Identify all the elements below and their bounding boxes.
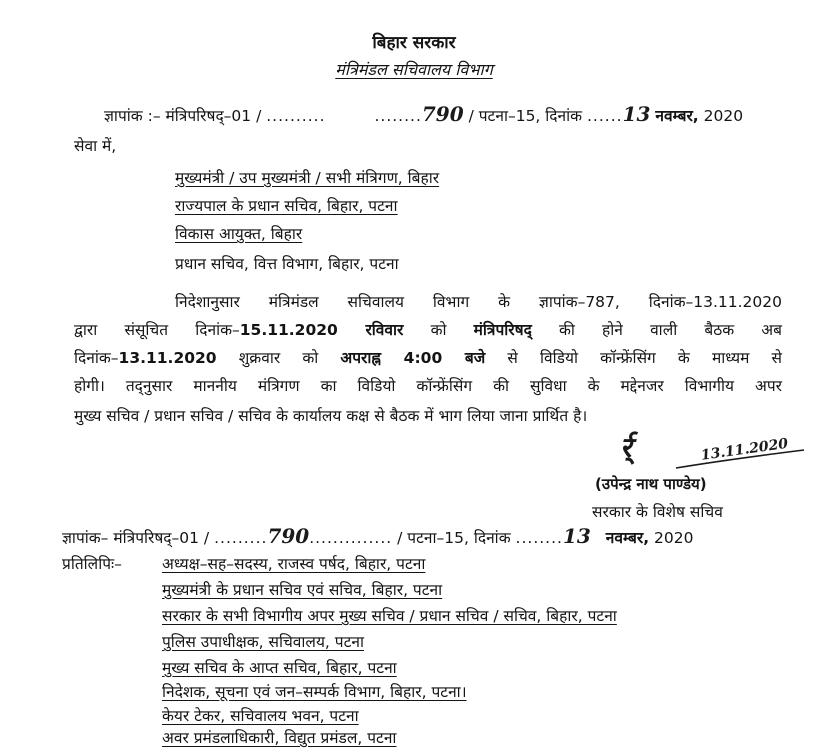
- memo-dots: ..............: [309, 529, 393, 547]
- memo-number: 790: [267, 524, 310, 548]
- meeting-new-date: 13.11.2020: [118, 349, 217, 367]
- copy-recipient: केयर टेकर, सचिवालय भवन, पटना: [162, 707, 359, 725]
- memo-place: / पटना–15, दिनांक: [468, 107, 583, 125]
- copy-recipient: अध्यक्ष–सह–सदस्य, राजस्व पर्षद, बिहार, पटना: [162, 555, 426, 573]
- memo-date-dots: ........: [515, 529, 563, 547]
- body-line: [74, 346, 782, 368]
- council-name: मंत्रिपरिषद्: [473, 321, 532, 339]
- body-text: को: [403, 321, 474, 339]
- memo-line-2: [62, 524, 693, 548]
- memo-month: नवम्बर,: [605, 529, 650, 547]
- recipient-item: मुख्यमंत्री / उप मुख्यमंत्री / सभी मंत्रिगण, बिहार: [175, 169, 440, 187]
- body-line: निदेशानुसार मंत्रिमंडल सचिवालय विभाग के ज्ञापांक–787, दिनांक–13.11.2020: [175, 293, 782, 311]
- memo-date-dots: ......: [587, 107, 623, 125]
- body-text: से विडियो कॉन्फ्रेंसिंग के माध्यम से: [485, 349, 782, 367]
- recipient-item: प्रधान सचिव, वित्त विभाग, बिहार, पटना: [175, 255, 399, 273]
- memo-number: 790: [421, 102, 464, 126]
- body-text: शुक्रवार को: [216, 349, 341, 367]
- copy-label: प्रतिलिपिः–: [62, 555, 122, 573]
- memo-place: / पटना–15, दिनांक: [397, 529, 511, 547]
- copy-recipient: निदेशक, सूचना एवं जन–सम्पर्क विभाग, बिहार, पटना।: [162, 683, 467, 701]
- body-text: दिनांक–: [74, 349, 119, 367]
- recipient-item: विकास आयुक्त, बिहार: [175, 225, 303, 243]
- department-title: मंत्रिमंडल सचिवालय विभाग: [335, 60, 493, 79]
- memo-year: 2020: [654, 529, 694, 547]
- government-title: बिहार सरकार: [372, 33, 456, 53]
- copy-recipient: पुलिस उपाधीक्षक, सचिवालय, पटना: [162, 633, 365, 651]
- memo-label: ज्ञापांक :– मंत्रिपरिषद्–01 /: [104, 107, 262, 125]
- memo-year: 2020: [703, 107, 744, 125]
- signature-initials: र्र्: [620, 431, 632, 464]
- copy-recipient: मुख्य सचिव के आप्त सचिव, बिहार, पटना: [162, 659, 397, 677]
- signatory-name: (उपेन्द्र नाथ पाण्डेय): [595, 475, 707, 493]
- body-line: होगी। तद्नुसार माननीय मंत्रिगण का विडियो कॉन्फ्रेंसिंग की सुविधा के मद्देनजर विभागीय अपर: [74, 377, 782, 395]
- copy-recipient: मुख्यमंत्री के प्रधान सचिव एवं सचिव, बिहार, पटना: [162, 581, 443, 599]
- body-line: मुख्य सचिव / प्रधान सचिव / सचिव के कार्यालय कक्ष से बैठक में भाग लिया जाना प्रार्थित है।: [74, 407, 588, 425]
- signature-date: 13.11.2020: [700, 435, 790, 464]
- memo-line-1: [104, 102, 743, 126]
- salutation: सेवा में,: [74, 137, 117, 155]
- meeting-old-date: 15.11.2020 रविवार: [239, 321, 404, 339]
- signatory-designation: सरकार के विशेष सचिव: [592, 503, 723, 521]
- meeting-time: अपराह्न 4:00 बजे: [340, 349, 486, 367]
- memo-dots: ..........: [266, 107, 326, 125]
- body-text: द्वारा संसूचित दिनांक–: [74, 321, 240, 339]
- memo-month: नवम्बर,: [655, 107, 699, 125]
- memo-dots: ........: [374, 107, 422, 125]
- recipient-item: राज्यपाल के प्रधान सचिव, बिहार, पटना: [175, 197, 398, 215]
- memo-date-day: 13: [622, 102, 651, 126]
- body-text: की होने वाली बैठक अब: [531, 321, 782, 339]
- memo-label: ज्ञापांक– मंत्रिपरिषद्–01 /: [62, 529, 210, 547]
- copy-recipient: अवर प्रमंडलाधिकारी, विद्युत प्रमंडल, पटना: [162, 729, 397, 747]
- body-line: [74, 318, 782, 340]
- copy-recipient: सरकार के सभी विभागीय अपर मुख्य सचिव / प्रधान सचिव / सचिव, बिहार, पटना: [162, 607, 617, 625]
- memo-date-day: 13: [562, 524, 591, 548]
- memo-dots: .........: [214, 529, 268, 547]
